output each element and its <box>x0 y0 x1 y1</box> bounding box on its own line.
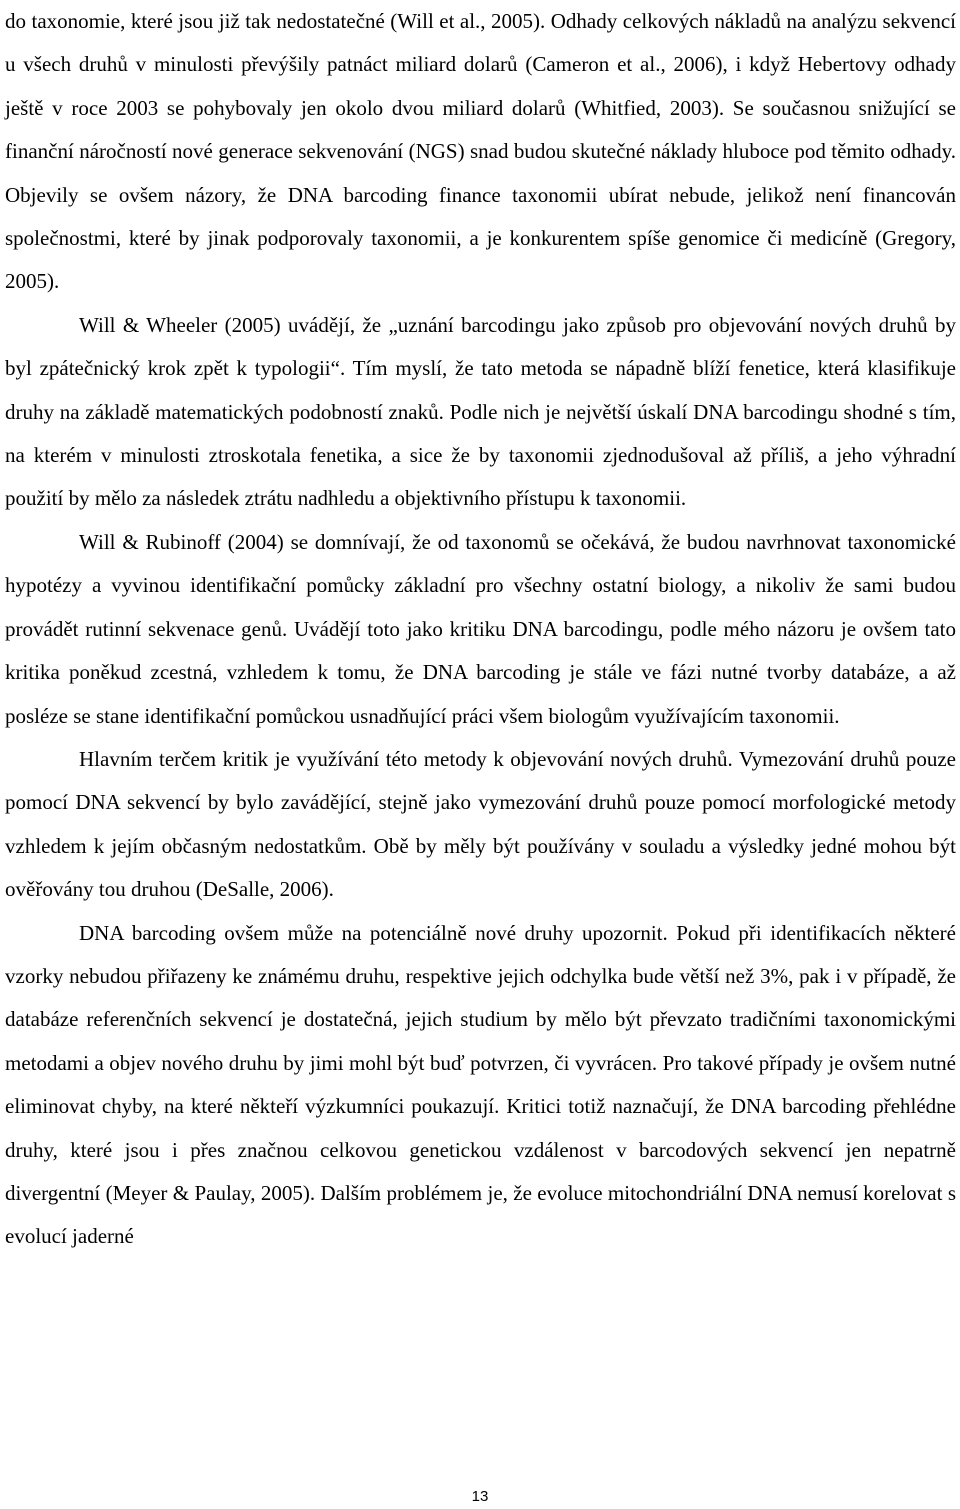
body-text <box>5 0 956 1259</box>
paragraph-5: DNA barcoding ovšem může na potenciálně nové druhy upozornit. Pokud při identifikacích některé vzorky nebudou přiřazeny ke známému druhu, respektive jejich odchylka bude větší než 3%, pak i v případě, že databáze referenčních sekvencí je dostatečná, jejich studium by mělo být převzato tradičními taxonomickými metodami a objev nového druhu by jimi mohl být buď potvrzen, či vyvrácen. Pro takové případy je ovšem nutné eliminovat chyby, na které někteří výzkumníci poukazují. Kritici totiž naznačují, že DNA barcoding přehlédne druhy, které jsou i přes značnou celkovou genetickou vzdálenost v barcodových sekvencí jen nepatrně divergentní (Meyer & Paulay, 2005). Dalším problémem je, že evoluce mitochondriální DNA nemusí korelovat s evolucí jaderné <box>5 920 956 1249</box>
paragraph-4: Hlavním terčem kritik je využívání této metody k objevování nových druhů. Vymezování druhů pouze pomocí DNA sekvencí by bylo zavádějící, stejně jako vymezování druhů pouze pomocí morfologické metody vzhledem k jejím občasným nedostatkům. Obě by měly být používány v souladu a výsledky jedné mohou být ověřovány tou druhou (DeSalle, 2006). <box>5 746 956 902</box>
paragraph-3: Will & Rubinoff (2004) se domnívají, že od taxonomů se očekává, že budou navrhnovat taxonomické hypotézy a vyvinou identifikační pomůcky základní pro všechny ostatní biology, a nikoliv že sami budou provádět rutinní sekvenace genů. Uvádějí toto jako kritiku DNA barcodingu, podle mého názoru je ovšem tato kritika poněkud zcestná, vzhledem k tomu, že DNA barcoding je stále ve fázi nutné tvorby databáze, a až posléze se stane identifikační pomůckou usnadňující práci všem biologům využívajícím taxonomii. <box>5 529 956 728</box>
page-number: 13 <box>471 1488 489 1505</box>
paragraph-2: Will & Wheeler (2005) uvádějí, že „uznání barcodingu jako způsob pro objevování nových druhů by byl zpátečnický krok zpět k typologii“. Tím myslí, že tato metoda se nápadně blíží fenetice, která klasifikuje druhy na základě matematických podobností znaků. Podle nich je největší úskalí DNA barcodingu shodné s tím, na kterém v minulosti ztroskotala fenetika, a sice že by taxonomii zjednodušoval až příliš, a jeho výhradní použití by mělo za následek ztrátu nadhledu a objektivního přístupu k taxonomii. <box>5 312 956 511</box>
paragraph-1: do taxonomie, které jsou již tak nedostatečné (Will et al., 2005). Odhady celkových nákladů na analýzu sekvencí u všech druhů v minulosti převýšily patnáct miliard dolarů (Cameron et al., 2006), i když Hebertovy odhady ještě v roce 2003 se pohybovaly jen okolo dvou miliard dolarů (Whitfied, 2003). Se současnou snižující se finanční náročností nové generace sekvenování (NGS) snad budou skutečné náklady hluboce pod těmito odhady. Objevily se ovšem názory, že DNA barcoding finance taxonomii ubírat nebude, jelikož není financován společnostmi, které by jinak podporovaly taxonomii, a je konkurentem spíše genomice či medicíně (Gregory, 2005). <box>5 9 956 294</box>
